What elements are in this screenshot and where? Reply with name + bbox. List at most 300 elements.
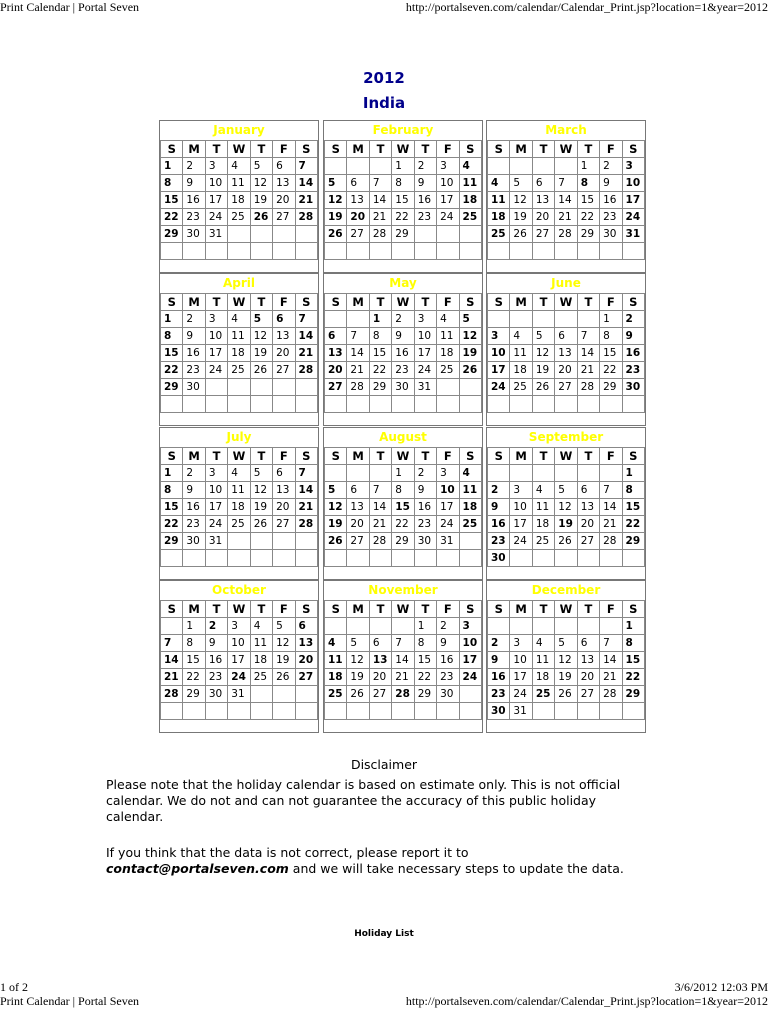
day-cell: 18 bbox=[437, 345, 459, 362]
day-cell: 22 bbox=[183, 669, 205, 686]
day-cell: 30 bbox=[392, 379, 414, 396]
day-cell: 7 bbox=[369, 175, 391, 192]
week-row bbox=[488, 686, 645, 703]
empty-cell bbox=[532, 158, 554, 175]
week-row bbox=[488, 465, 645, 482]
day-cell: 4 bbox=[228, 158, 250, 175]
day-cell: 5 bbox=[555, 635, 577, 652]
day-cell: 2 bbox=[392, 311, 414, 328]
empty-cell bbox=[555, 243, 577, 260]
weekday-header: T bbox=[532, 141, 554, 158]
day-cell: 30 bbox=[414, 533, 436, 550]
week-row bbox=[488, 703, 645, 720]
week-row bbox=[488, 533, 645, 550]
weekday-header: S bbox=[622, 448, 644, 465]
week-row bbox=[161, 499, 318, 516]
day-cell: 3 bbox=[205, 465, 227, 482]
day-cell: 10 bbox=[437, 175, 459, 192]
day-cell: 3 bbox=[437, 465, 459, 482]
day-cell: 6 bbox=[369, 635, 391, 652]
empty-cell bbox=[228, 379, 250, 396]
empty-cell bbox=[459, 379, 481, 396]
day-cell: 28 bbox=[600, 533, 622, 550]
empty-cell bbox=[347, 311, 369, 328]
weekday-header: T bbox=[369, 141, 391, 158]
day-cell: 17 bbox=[205, 192, 227, 209]
empty-cell bbox=[325, 703, 347, 720]
day-cell: 25 bbox=[488, 226, 510, 243]
day-cell: 16 bbox=[183, 345, 205, 362]
empty-cell bbox=[459, 686, 481, 703]
day-cell: 18 bbox=[510, 362, 532, 379]
day-cell: 21 bbox=[369, 209, 391, 226]
empty-cell bbox=[392, 703, 414, 720]
week-row bbox=[488, 192, 645, 209]
day-cell: 29 bbox=[161, 379, 183, 396]
day-cell: 1 bbox=[183, 618, 205, 635]
day-cell: 5 bbox=[555, 482, 577, 499]
weekday-header: W bbox=[392, 294, 414, 311]
day-cell: 17 bbox=[437, 499, 459, 516]
week-row bbox=[161, 669, 318, 686]
empty-cell bbox=[325, 311, 347, 328]
day-cell: 8 bbox=[161, 328, 183, 345]
day-cell: 25 bbox=[532, 686, 554, 703]
day-cell: 26 bbox=[325, 226, 347, 243]
footer-page-title: Print Calendar | Portal Seven bbox=[0, 994, 140, 1008]
weekday-header: T bbox=[250, 141, 272, 158]
day-cell: 19 bbox=[532, 362, 554, 379]
empty-cell bbox=[273, 243, 295, 260]
month-name: January bbox=[213, 123, 265, 137]
month-may bbox=[323, 273, 483, 426]
weekday-header: T bbox=[577, 294, 599, 311]
day-cell: 5 bbox=[273, 618, 295, 635]
day-cell: 15 bbox=[392, 192, 414, 209]
empty-cell bbox=[510, 465, 532, 482]
day-cell: 23 bbox=[600, 209, 622, 226]
empty-cell bbox=[600, 396, 622, 413]
day-cell: 17 bbox=[510, 516, 532, 533]
day-cell: 6 bbox=[577, 635, 599, 652]
empty-cell bbox=[600, 618, 622, 635]
disclaimer-line: calendar. We do not and can not guarantee the accuracy of this public holiday bbox=[106, 793, 597, 808]
empty-cell bbox=[510, 311, 532, 328]
day-cell: 25 bbox=[510, 379, 532, 396]
weekday-header: M bbox=[510, 141, 532, 158]
empty-cell bbox=[347, 243, 369, 260]
empty-cell bbox=[532, 618, 554, 635]
weekday-header: T bbox=[532, 448, 554, 465]
empty-cell bbox=[250, 550, 272, 567]
footer-url[interactable]: http://portalseven.com/calendar/Calendar_Print.jsp?location=1&year=2012 bbox=[405, 994, 768, 1008]
day-cell: 14 bbox=[392, 652, 414, 669]
month-april bbox=[159, 273, 319, 426]
day-cell: 14 bbox=[347, 345, 369, 362]
day-cell: 16 bbox=[205, 652, 227, 669]
day-cell: 29 bbox=[161, 226, 183, 243]
day-cell: 22 bbox=[392, 516, 414, 533]
month-august bbox=[323, 427, 483, 580]
month-name: June bbox=[551, 276, 581, 290]
day-cell: 15 bbox=[622, 652, 644, 669]
empty-cell bbox=[622, 243, 644, 260]
day-cell: 29 bbox=[600, 379, 622, 396]
month-name: July bbox=[226, 430, 252, 444]
day-cell: 16 bbox=[183, 499, 205, 516]
day-cell: 15 bbox=[369, 345, 391, 362]
empty-cell bbox=[414, 226, 436, 243]
empty-cell bbox=[325, 158, 347, 175]
empty-cell bbox=[577, 311, 599, 328]
day-cell: 13 bbox=[347, 499, 369, 516]
day-cell: 20 bbox=[555, 362, 577, 379]
day-cell: 15 bbox=[600, 345, 622, 362]
day-cell: 12 bbox=[250, 175, 272, 192]
day-cell: 3 bbox=[205, 158, 227, 175]
week-row bbox=[488, 328, 645, 345]
weekday-header: T bbox=[369, 294, 391, 311]
weekday-header: S bbox=[488, 294, 510, 311]
week-row bbox=[325, 703, 482, 720]
day-cell: 5 bbox=[347, 635, 369, 652]
empty-cell bbox=[437, 243, 459, 260]
weekday-header: F bbox=[600, 141, 622, 158]
empty-cell bbox=[392, 618, 414, 635]
day-cell: 10 bbox=[622, 175, 644, 192]
week-row bbox=[161, 243, 318, 260]
month-name: February bbox=[372, 123, 434, 137]
day-cell: 4 bbox=[510, 328, 532, 345]
day-cell: 11 bbox=[532, 499, 554, 516]
empty-cell bbox=[577, 243, 599, 260]
empty-cell bbox=[510, 158, 532, 175]
empty-cell bbox=[205, 550, 227, 567]
day-cell: 28 bbox=[600, 686, 622, 703]
week-row bbox=[325, 362, 482, 379]
empty-cell bbox=[347, 550, 369, 567]
empty-cell bbox=[414, 550, 436, 567]
day-cell: 14 bbox=[369, 192, 391, 209]
day-cell: 8 bbox=[392, 482, 414, 499]
week-row bbox=[488, 345, 645, 362]
week-row bbox=[161, 516, 318, 533]
week-row bbox=[325, 396, 482, 413]
day-cell: 29 bbox=[622, 686, 644, 703]
day-cell: 11 bbox=[325, 652, 347, 669]
disclaimer-line: calendar. bbox=[106, 809, 164, 824]
day-cell: 24 bbox=[488, 379, 510, 396]
day-cell: 11 bbox=[488, 192, 510, 209]
day-cell: 21 bbox=[392, 669, 414, 686]
day-cell: 28 bbox=[577, 379, 599, 396]
day-cell: 14 bbox=[161, 652, 183, 669]
day-cell: 30 bbox=[437, 686, 459, 703]
empty-cell bbox=[205, 243, 227, 260]
empty-cell bbox=[488, 396, 510, 413]
day-cell: 19 bbox=[510, 209, 532, 226]
day-cell: 31 bbox=[228, 686, 250, 703]
weekday-header: F bbox=[273, 601, 295, 618]
weekday-header: T bbox=[414, 448, 436, 465]
day-cell: 7 bbox=[295, 158, 317, 175]
empty-cell bbox=[488, 243, 510, 260]
day-cell: 24 bbox=[437, 209, 459, 226]
day-cell: 12 bbox=[325, 192, 347, 209]
day-cell: 20 bbox=[532, 209, 554, 226]
weekday-header: T bbox=[414, 141, 436, 158]
day-cell: 23 bbox=[183, 516, 205, 533]
day-cell: 31 bbox=[510, 703, 532, 720]
report-line-2 bbox=[106, 861, 686, 877]
day-cell: 31 bbox=[205, 226, 227, 243]
empty-cell bbox=[459, 703, 481, 720]
day-cell: 10 bbox=[205, 328, 227, 345]
day-cell: 22 bbox=[392, 209, 414, 226]
day-cell: 13 bbox=[273, 175, 295, 192]
weekday-header: S bbox=[459, 601, 481, 618]
day-cell: 4 bbox=[532, 482, 554, 499]
day-cell: 2 bbox=[488, 635, 510, 652]
weekday-header: T bbox=[205, 294, 227, 311]
day-cell: 27 bbox=[347, 226, 369, 243]
day-cell: 31 bbox=[622, 226, 644, 243]
page-url-header[interactable]: http://portalseven.com/calendar/Calendar_Print.jsp?location=1&year=2012 bbox=[405, 0, 768, 14]
day-cell: 4 bbox=[250, 618, 272, 635]
weekday-header: W bbox=[555, 141, 577, 158]
week-row bbox=[161, 465, 318, 482]
empty-cell bbox=[392, 396, 414, 413]
week-row bbox=[488, 499, 645, 516]
empty-cell bbox=[228, 226, 250, 243]
month-name: October bbox=[212, 583, 266, 597]
day-cell: 3 bbox=[510, 482, 532, 499]
day-cell: 10 bbox=[459, 635, 481, 652]
empty-cell bbox=[532, 465, 554, 482]
day-cell: 11 bbox=[437, 328, 459, 345]
empty-cell bbox=[555, 618, 577, 635]
day-cell: 27 bbox=[347, 533, 369, 550]
report-line: If you think that the data is not correct, please report it to bbox=[106, 845, 469, 860]
month-name: August bbox=[379, 430, 427, 444]
day-cell: 25 bbox=[250, 669, 272, 686]
week-row bbox=[325, 379, 482, 396]
day-cell: 21 bbox=[295, 345, 317, 362]
day-cell: 26 bbox=[459, 362, 481, 379]
day-cell: 8 bbox=[392, 175, 414, 192]
month-november bbox=[323, 580, 483, 733]
weekday-header: S bbox=[161, 141, 183, 158]
day-cell: 7 bbox=[347, 328, 369, 345]
week-row bbox=[161, 533, 318, 550]
day-cell: 16 bbox=[183, 192, 205, 209]
day-cell: 25 bbox=[437, 362, 459, 379]
day-cell: 19 bbox=[459, 345, 481, 362]
day-cell: 4 bbox=[228, 311, 250, 328]
day-cell: 1 bbox=[577, 158, 599, 175]
empty-cell bbox=[161, 396, 183, 413]
day-cell: 23 bbox=[488, 686, 510, 703]
day-cell: 29 bbox=[622, 533, 644, 550]
day-cell: 21 bbox=[347, 362, 369, 379]
day-cell: 6 bbox=[555, 328, 577, 345]
day-cell: 29 bbox=[392, 226, 414, 243]
weekday-header: F bbox=[437, 601, 459, 618]
day-cell: 24 bbox=[437, 516, 459, 533]
day-cell: 22 bbox=[161, 362, 183, 379]
day-cell: 3 bbox=[488, 328, 510, 345]
week-row bbox=[161, 482, 318, 499]
empty-cell bbox=[622, 703, 644, 720]
weekday-header: S bbox=[325, 141, 347, 158]
weekday-header: T bbox=[369, 448, 391, 465]
day-cell: 4 bbox=[488, 175, 510, 192]
day-cell: 20 bbox=[347, 209, 369, 226]
disclaimer-title: Disclaimer bbox=[350, 757, 418, 772]
day-cell: 7 bbox=[577, 328, 599, 345]
day-cell: 21 bbox=[600, 516, 622, 533]
day-cell: 3 bbox=[228, 618, 250, 635]
weekday-header: M bbox=[183, 141, 205, 158]
day-cell: 30 bbox=[600, 226, 622, 243]
day-cell: 25 bbox=[532, 533, 554, 550]
week-row bbox=[488, 618, 645, 635]
weekday-header: T bbox=[205, 141, 227, 158]
empty-cell bbox=[532, 703, 554, 720]
day-cell: 5 bbox=[250, 465, 272, 482]
empty-cell bbox=[295, 703, 317, 720]
day-cell: 19 bbox=[273, 652, 295, 669]
day-cell: 9 bbox=[414, 175, 436, 192]
day-cell: 1 bbox=[161, 465, 183, 482]
disclaimer-paragraph bbox=[106, 777, 686, 825]
day-cell: 11 bbox=[459, 482, 481, 499]
day-cell: 28 bbox=[295, 209, 317, 226]
empty-cell bbox=[347, 396, 369, 413]
day-cell: 1 bbox=[600, 311, 622, 328]
weekday-header: S bbox=[488, 601, 510, 618]
empty-cell bbox=[205, 703, 227, 720]
weekday-header: S bbox=[295, 141, 317, 158]
empty-cell bbox=[622, 550, 644, 567]
day-cell: 24 bbox=[622, 209, 644, 226]
weekday-header: T bbox=[577, 448, 599, 465]
day-cell: 25 bbox=[228, 516, 250, 533]
day-cell: 5 bbox=[459, 311, 481, 328]
week-row bbox=[488, 482, 645, 499]
day-cell: 21 bbox=[295, 499, 317, 516]
empty-cell bbox=[488, 465, 510, 482]
week-row bbox=[325, 499, 482, 516]
week-row bbox=[161, 379, 318, 396]
weekday-header: F bbox=[437, 141, 459, 158]
day-cell: 27 bbox=[325, 379, 347, 396]
day-cell: 13 bbox=[273, 482, 295, 499]
day-cell: 27 bbox=[369, 686, 391, 703]
week-row bbox=[161, 175, 318, 192]
day-cell: 18 bbox=[228, 192, 250, 209]
weekday-header: S bbox=[459, 294, 481, 311]
week-row bbox=[325, 550, 482, 567]
week-row bbox=[488, 243, 645, 260]
day-cell: 16 bbox=[414, 192, 436, 209]
day-cell: 9 bbox=[183, 175, 205, 192]
weekday-header: T bbox=[414, 294, 436, 311]
week-row bbox=[488, 175, 645, 192]
weekday-header: W bbox=[555, 294, 577, 311]
empty-cell bbox=[369, 618, 391, 635]
week-row bbox=[325, 635, 482, 652]
week-row bbox=[161, 396, 318, 413]
day-cell: 14 bbox=[295, 175, 317, 192]
month-october bbox=[159, 580, 319, 733]
empty-cell bbox=[600, 703, 622, 720]
day-cell: 7 bbox=[295, 465, 317, 482]
empty-cell bbox=[622, 396, 644, 413]
empty-cell bbox=[577, 396, 599, 413]
empty-cell bbox=[161, 618, 183, 635]
week-row bbox=[325, 482, 482, 499]
day-cell: 13 bbox=[555, 345, 577, 362]
day-cell: 21 bbox=[600, 669, 622, 686]
day-cell: 8 bbox=[161, 175, 183, 192]
weekday-header: M bbox=[183, 448, 205, 465]
day-cell: 15 bbox=[577, 192, 599, 209]
day-cell: 16 bbox=[437, 652, 459, 669]
week-row bbox=[325, 209, 482, 226]
week-row bbox=[325, 516, 482, 533]
day-cell: 18 bbox=[459, 192, 481, 209]
weekday-header: S bbox=[622, 294, 644, 311]
weekday-header: T bbox=[414, 601, 436, 618]
day-cell: 22 bbox=[414, 669, 436, 686]
day-cell: 18 bbox=[488, 209, 510, 226]
day-cell: 24 bbox=[510, 533, 532, 550]
day-cell: 2 bbox=[414, 465, 436, 482]
day-cell: 28 bbox=[369, 226, 391, 243]
week-row bbox=[488, 669, 645, 686]
day-cell: 29 bbox=[577, 226, 599, 243]
week-row bbox=[325, 618, 482, 635]
week-row bbox=[488, 158, 645, 175]
day-cell: 23 bbox=[392, 362, 414, 379]
weekday-header: F bbox=[273, 294, 295, 311]
empty-cell bbox=[183, 550, 205, 567]
day-cell: 23 bbox=[488, 533, 510, 550]
day-cell: 7 bbox=[555, 175, 577, 192]
empty-cell bbox=[295, 243, 317, 260]
day-cell: 23 bbox=[414, 209, 436, 226]
day-cell: 13 bbox=[369, 652, 391, 669]
day-cell: 12 bbox=[325, 499, 347, 516]
empty-cell bbox=[437, 226, 459, 243]
disclaimer-line: Please note that the holiday calendar is based on estimate only. This is not official bbox=[106, 777, 621, 792]
empty-cell bbox=[295, 686, 317, 703]
empty-cell bbox=[295, 533, 317, 550]
day-cell: 25 bbox=[459, 209, 481, 226]
weekday-header: S bbox=[488, 141, 510, 158]
day-cell: 5 bbox=[532, 328, 554, 345]
contact-email-link[interactable]: contact@portalseven.com bbox=[106, 861, 289, 876]
empty-cell bbox=[437, 379, 459, 396]
day-cell: 30 bbox=[622, 379, 644, 396]
week-row bbox=[161, 192, 318, 209]
day-cell: 15 bbox=[622, 499, 644, 516]
empty-cell bbox=[369, 465, 391, 482]
week-row bbox=[161, 686, 318, 703]
day-cell: 6 bbox=[347, 482, 369, 499]
day-cell: 11 bbox=[228, 482, 250, 499]
